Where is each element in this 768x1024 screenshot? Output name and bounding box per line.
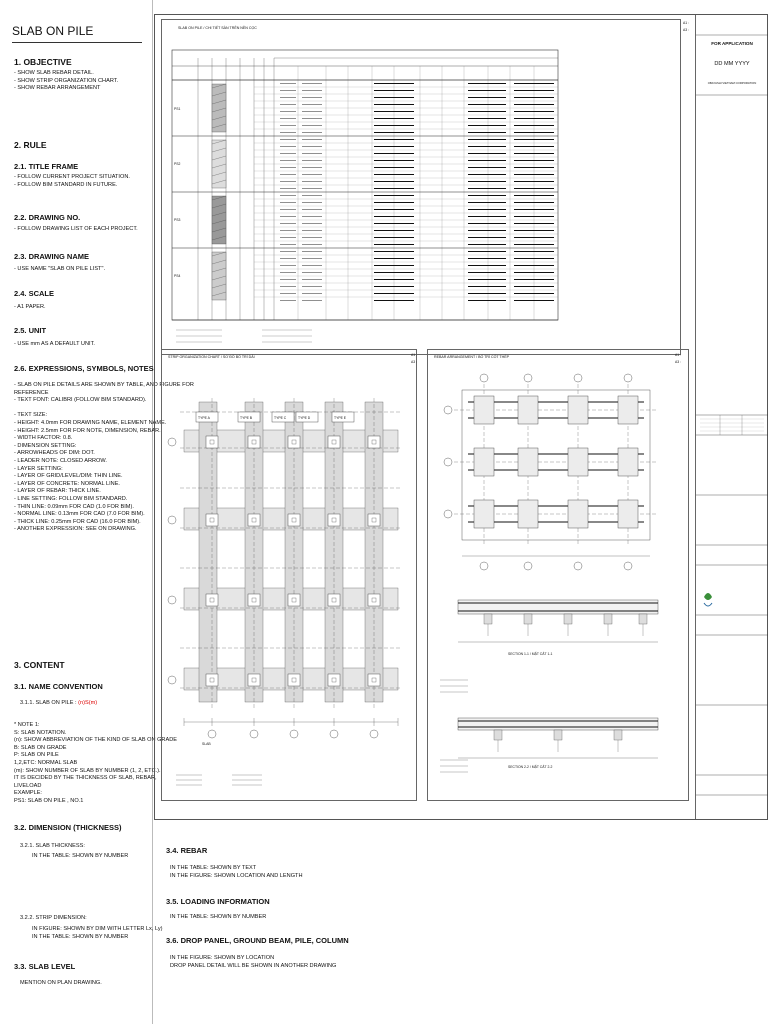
grid-bubble — [574, 374, 582, 382]
content-heading: 3. CONTENT — [14, 660, 65, 670]
slab-thickness-label: 3.2.1. SLAB THICKNESS: — [20, 843, 85, 849]
drop-panel — [474, 396, 494, 424]
pile — [368, 594, 380, 606]
grid-bubble — [370, 730, 378, 738]
table-paper-a1: A1 : — [683, 21, 690, 25]
pile — [288, 436, 300, 448]
table-thickness-hatch — [212, 252, 226, 300]
pile-head — [554, 730, 562, 740]
pile — [328, 514, 340, 526]
rebar-lines: IN THE TABLE: SHOWN BY TEXT IN THE FIGURE: SHOWN LOCATION AND LENGTH — [170, 865, 303, 879]
rebar-arrangement-panel — [427, 349, 689, 801]
rule-heading: 2. RULE — [14, 140, 47, 150]
pile — [288, 674, 300, 686]
company-logo-swoosh — [704, 603, 712, 606]
company-logo — [704, 593, 712, 600]
grid-bubble — [330, 730, 338, 738]
pile — [206, 514, 218, 526]
company-name: OBAYASHI VIETNAM CORPORATION — [707, 81, 757, 85]
rebar-panel-title: REBAR ARRANGEMENT / BỐ TRÍ CỐT THÉP — [434, 355, 510, 359]
unit-heading: 2.5. UNIT — [14, 326, 47, 335]
drawing-sheet — [154, 14, 768, 820]
grid-bubble — [480, 374, 488, 382]
section-1-1-label: SECTION 1-1 / MẶT CẮT 1-1 — [508, 652, 553, 656]
drawing-name-heading: 2.3. DRAWING NAME — [14, 252, 90, 261]
pile — [248, 674, 260, 686]
for-application-label: FOR APPLICATION — [711, 41, 753, 46]
grid-bubble — [444, 510, 452, 518]
table-thickness-hatch — [212, 140, 226, 188]
pile-head — [494, 730, 502, 740]
row-label-ps4: PS4 — [174, 274, 181, 278]
scale-lines: - A1 PAPER. — [14, 304, 46, 310]
drop-panel — [568, 500, 588, 528]
pile — [328, 674, 340, 686]
strip-tag-b: TYPE B — [240, 416, 253, 420]
row-label-ps3: PS3 — [174, 218, 181, 222]
rebar-heading: 3.4. REBAR — [166, 846, 208, 855]
drop-panel — [568, 448, 588, 476]
grid-bubble — [624, 562, 632, 570]
loading-heading: 3.5. LOADING INFORMATION — [166, 897, 270, 906]
application-date: DD MM YYYY — [714, 61, 750, 67]
pile-head — [604, 614, 612, 624]
table-panel-title: SLAB ON PILE / CHI TIẾT SÀN TRÊN NỀN CỌC — [178, 26, 257, 30]
pile — [368, 436, 380, 448]
document-title: SLAB ON PILE — [12, 24, 142, 43]
slab-table-panel — [161, 19, 681, 355]
pile — [206, 594, 218, 606]
rebar-arrangement-drawing — [428, 350, 690, 802]
drawing-no-heading: 2.2. DRAWING NO. — [14, 213, 81, 222]
pile-head — [639, 614, 647, 624]
strip-tag-d: TYPE D — [298, 416, 311, 420]
pile — [206, 674, 218, 686]
rebar-paper-a1: A1 : — [675, 353, 682, 357]
pile — [288, 514, 300, 526]
dimension-heading: 3.2. DIMENSION (THICKNESS) — [14, 823, 122, 832]
pile — [368, 674, 380, 686]
grid-bubble — [168, 438, 176, 446]
row-label-ps2: PS2 — [174, 162, 181, 166]
drop-panel-heading: 3.6. DROP PANEL, GROUND BEAM, PILE, COLUMN — [166, 936, 349, 945]
pile — [328, 436, 340, 448]
table-thickness-hatch — [212, 196, 226, 244]
grid-bubble — [444, 406, 452, 414]
grid-bubble — [250, 730, 258, 738]
pile — [248, 594, 260, 606]
drop-panel — [618, 396, 638, 424]
grid-bubble — [168, 596, 176, 604]
pile-head — [524, 614, 532, 624]
objective-lines: - SHOW SLAB REBAR DETAIL. - SHOW STRIP ORGANIZATION CHART. - SHOW REBAR ARRANGEMENT — [14, 70, 119, 92]
name-convention-heading: 3.1. NAME CONVENTION — [14, 682, 103, 691]
drop-panel — [474, 500, 494, 528]
strip-chart-panel — [161, 349, 417, 801]
drawing-name-lines: - USE NAME "SLAB ON PILE LIST". — [14, 266, 106, 272]
section-2-2-label: SECTION 2-2 / MẶT CẮT 2-2 — [508, 765, 553, 769]
pile-head — [614, 730, 622, 740]
pile-head — [484, 614, 492, 624]
strip-tag-e: TYPE E — [334, 416, 347, 420]
strip-dimension-lines: IN FIGURE: SHOWN BY DIM WITH LETTER Lx, Ly) IN THE TABLE: SHOWN BY NUMBER — [32, 926, 163, 940]
strip-paper-a3: A3 : — [411, 360, 418, 364]
title-frame-lines: - FOLLOW CURRENT PROJECT SITUATION. - FOLLOW BIM STANDARD IN FUTURE. — [14, 174, 130, 188]
strip-tag-a: TYPE A — [198, 416, 210, 420]
drop-panel — [618, 448, 638, 476]
slab-level-text: MENTION ON PLAN DRAWING. — [20, 980, 102, 986]
grid-bubble — [524, 562, 532, 570]
pile — [328, 594, 340, 606]
strip-tag-c: TYPE C — [274, 416, 287, 420]
grid-bubble — [208, 730, 216, 738]
slab-code: (n)S(m) — [78, 700, 98, 706]
drop-panel-lines: IN THE FIGURE: SHOWN BY LOCATION DROP PANEL DETAIL WILL BE SHOWN IN ANOTHER DRAWING — [170, 955, 337, 969]
drawing-no-lines: - FOLLOW DRAWING LIST OF EACH PROJECT. — [14, 226, 138, 232]
title-frame-heading: 2.1. TITLE FRAME — [14, 162, 79, 171]
grid-bubble — [168, 516, 176, 524]
drop-panel — [518, 396, 538, 424]
pile — [248, 436, 260, 448]
pile — [248, 514, 260, 526]
drop-panel — [474, 448, 494, 476]
objective-heading: 1. OBJECTIVE — [14, 57, 72, 67]
loading-lines: IN THE TABLE: SHOWN BY NUMBER — [170, 914, 267, 920]
slab-level-heading: 3.3. SLAB LEVEL — [14, 962, 76, 971]
slab-table-drawing — [162, 20, 682, 356]
grid-bubble — [624, 374, 632, 382]
grid-bubble — [290, 730, 298, 738]
grid-bubble — [524, 374, 532, 382]
section-1-1-slab — [458, 600, 658, 614]
rebar-paper-a3: A3 : — [675, 360, 682, 364]
expressions-heading: 2.6. EXPRESSIONS, SYMBOLS, NOTES — [14, 364, 154, 373]
slab-on-pile-label: 3.1.1. SLAB ON PILE : (n)S(m) — [20, 700, 98, 706]
drop-panel — [618, 500, 638, 528]
unit-lines: - USE mm AS A DEFAULT UNIT. — [14, 341, 95, 347]
pile — [288, 594, 300, 606]
strip-grid-label: SLAB — [202, 742, 211, 746]
row-label-ps1: PS1 — [174, 107, 181, 111]
section-2-2-slab — [458, 718, 658, 730]
grid-bubble — [444, 458, 452, 466]
table-paper-a3: A3 : — [683, 28, 690, 32]
strip-paper-a1: A1 : — [411, 353, 418, 357]
grid-bubble — [168, 676, 176, 684]
drop-panel — [568, 396, 588, 424]
scale-heading: 2.4. SCALE — [14, 289, 55, 298]
grid-bubble — [480, 562, 488, 570]
slab-thickness-text: IN THE TABLE: SHOWN BY NUMBER — [32, 853, 129, 859]
drop-panel — [518, 500, 538, 528]
grid-bubble — [574, 562, 582, 570]
pile-head — [564, 614, 572, 624]
pile — [206, 436, 218, 448]
expressions-lines: - SLAB ON PILE DETAILS ARE SHOWN BY TABLE, AND FIGURE FOR REFERENCE - TEXT FONT: CALIBRI (FOLLOW BIM STANDARD). - TEXT SIZE: - HEIGHT: 4.0mm FOR DRAWING NAME, ELEMENT NAME. - HEIGHT: 2.5mm FOR FOR NOTE, DIMENSION, REBAR. - WIDTH FACTOR: 0.8. - DIMENSION SETTING: - ARROWHEADS OF DIM: DOT. - LEADER NOTE: CLOSED ARROW. - LAYER SETTING: - LAYER OF GRID/LEVEL/DIM: THIN LINE. - LAYER OF CONCRETE: NORMAL LINE. - LAYER OF REBAR: THICK LINE. - LINE SETTING: FOLLOW BIM STANDARD. - THIN LINE: 0.09mm FOR CAD (1.0 FOR BIM). - NORMAL LINE: 0.13mm FOR CAD (7.0 FOR BIM). - THICK LINE: 0.25mm FOR CAD (16.0 FOR BIM). - ANOTHER EXPRESSION: SEE ON DRAWING. — [14, 382, 194, 533]
name-convention-notes: * NOTE 1: S: SLAB NOTATION. (n): SHOW ABBREVIATION OF THE KIND OF SLAB ON GRADE B: SLAB ON GRADE P: SLAB ON PILE 1,2,ETC: NORMAL SLAB (m): SHOW NUMBER OF SLAB BY NUMBER (1, 2, ETC.). IT IS DECIDED BY THE THICKNESS OF SLAB, REBAR, LIVELOAD EXAMPLE: PS1: SLAB ON PILE , NO.1 — [14, 722, 177, 804]
title-block-drawing — [696, 15, 768, 819]
pile — [368, 514, 380, 526]
drop-panel — [518, 448, 538, 476]
strip-dimension-label: 3.2.2. STRIP DIMENSION: — [20, 915, 87, 921]
strip-panel-title: STRIP ORGANIZATION CHART / SƠ ĐỒ BỐ TRÍ DẢI — [168, 355, 255, 359]
table-thickness-hatch — [212, 84, 226, 132]
title-block — [695, 15, 767, 819]
